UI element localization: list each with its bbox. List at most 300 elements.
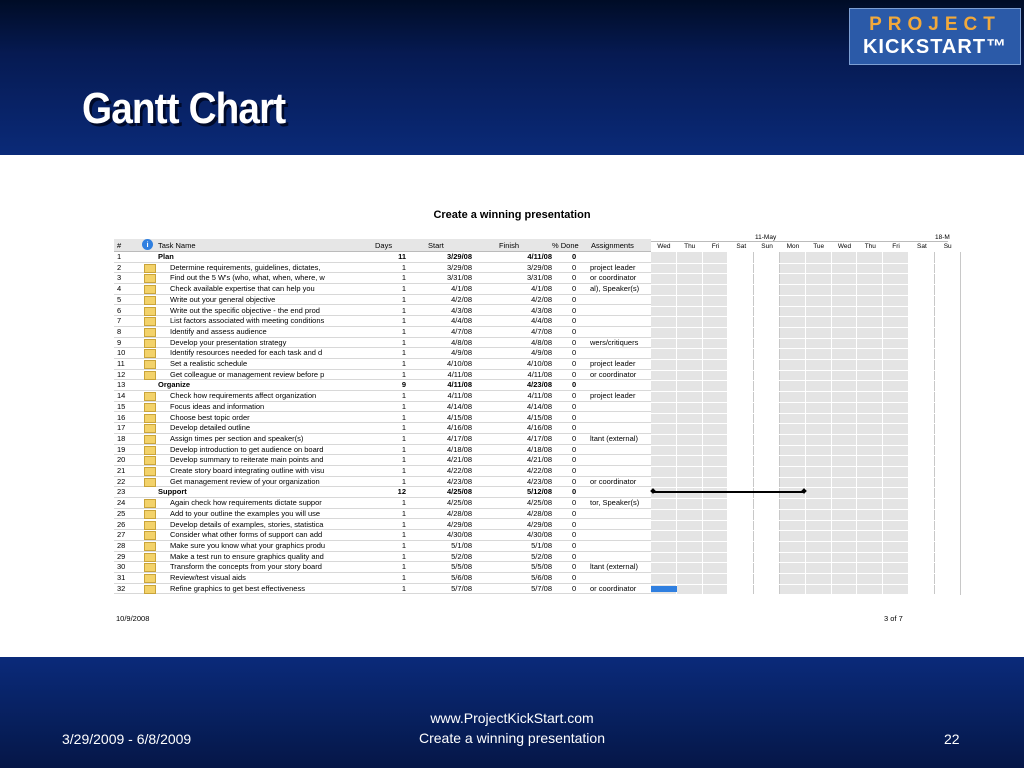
task-days: 1	[401, 498, 406, 508]
note-icon	[144, 285, 156, 294]
task-start: 4/1/08	[451, 284, 472, 294]
header-task-name[interactable]: Task Name	[158, 241, 196, 250]
header-finish[interactable]: Finish	[499, 241, 520, 250]
gantt-row-divider	[651, 263, 948, 264]
task-percent-done: 0	[572, 444, 577, 454]
task-percent-done: 0	[572, 412, 577, 422]
task-days: 1	[401, 562, 406, 572]
gantt-task-bar[interactable]	[651, 586, 677, 592]
task-finish: 4/21/08	[526, 455, 552, 465]
task-finish: 5/5/08	[531, 562, 552, 572]
date-range: 3/29/2009 - 6/8/2009	[62, 731, 192, 747]
task-finish: 4/14/08	[526, 401, 552, 411]
task-assignments: ltant (external)	[590, 433, 638, 443]
task-name: Identify resources needed for each task and d	[170, 348, 323, 358]
task-number: 24	[117, 498, 126, 508]
note-icon	[144, 542, 156, 551]
task-start: 4/14/08	[446, 401, 472, 411]
gantt-row-divider	[651, 562, 948, 563]
task-name: Identify and assess audience	[170, 326, 267, 336]
task-percent-done: 0	[572, 337, 577, 347]
task-start: 4/10/08	[446, 359, 472, 368]
task-number: 20	[117, 455, 126, 465]
gantt-row-divider	[651, 487, 948, 488]
gantt-day-label: Fri	[892, 243, 900, 250]
task-name: Consider what other forms of support can add	[170, 530, 323, 540]
gantt-row-divider	[651, 520, 948, 521]
task-name: Make sure you know what your graphics produ	[170, 540, 326, 550]
gantt-row-divider	[651, 338, 948, 339]
task-start: 4/18/08	[446, 444, 472, 454]
header-days[interactable]: Days	[375, 241, 393, 250]
gantt-row-divider	[651, 359, 948, 360]
task-days: 1	[401, 369, 406, 379]
task-finish: 4/10/08	[526, 359, 552, 368]
task-finish: 4/15/08	[526, 412, 552, 422]
task-name: Add to your outline the examples you will use	[170, 508, 321, 518]
note-icon	[144, 424, 156, 433]
task-days: 1	[401, 466, 406, 475]
task-finish: 4/22/08	[526, 466, 552, 475]
task-percent-done: 0	[572, 294, 577, 304]
task-days: 1	[401, 551, 406, 561]
gantt-row-divider	[651, 584, 948, 585]
task-days: 1	[401, 583, 406, 593]
gantt-row-divider	[651, 434, 948, 435]
note-icon	[144, 553, 156, 562]
task-percent-done: 0	[572, 391, 577, 401]
document-footer-page: 3 of 7	[884, 614, 903, 623]
task-percent-done: 0	[572, 252, 577, 261]
task-days: 1	[401, 444, 406, 454]
task-percent-done: 0	[572, 433, 577, 443]
note-icon	[144, 349, 156, 358]
task-finish: 4/4/08	[531, 316, 552, 326]
task-name: Develop introduction to get audience on board	[170, 444, 324, 454]
task-percent-done: 0	[572, 401, 577, 411]
task-assignments: al), Speaker(s)	[590, 284, 640, 294]
task-days: 1	[401, 455, 406, 465]
task-percent-done: 0	[572, 316, 577, 326]
task-number: 8	[117, 326, 122, 336]
task-days: 1	[401, 316, 406, 326]
task-days: 1	[401, 294, 406, 304]
task-number: 18	[117, 433, 126, 443]
gantt-row-divider	[651, 423, 948, 424]
task-finish: 4/23/08	[526, 476, 552, 486]
note-icon	[144, 499, 156, 508]
task-assignments: project leader	[590, 359, 636, 368]
content-area	[0, 155, 1024, 657]
task-start: 4/21/08	[446, 455, 472, 465]
task-name: Focus ideas and information	[170, 401, 265, 411]
gantt-summary-bar[interactable]	[653, 491, 804, 493]
task-finish: 4/25/08	[526, 498, 552, 508]
task-number: 7	[117, 316, 122, 326]
task-start: 4/25/08	[446, 487, 472, 497]
gantt-chart	[651, 233, 952, 595]
task-name: Develop your presentation strategy	[170, 337, 287, 347]
task-number: 32	[117, 583, 126, 593]
task-name: Choose best topic order	[170, 412, 250, 422]
task-number: 17	[117, 423, 126, 433]
task-number: 23	[117, 487, 126, 497]
note-icon	[144, 264, 156, 273]
task-start: 4/17/08	[446, 433, 472, 443]
task-number: 3	[117, 273, 122, 283]
task-name: Get management review of your organization	[170, 476, 320, 486]
task-number: 26	[117, 519, 126, 529]
task-name: Get colleague or management review before p	[170, 369, 325, 379]
task-name: Support	[158, 487, 187, 497]
gantt-day-label: Su	[943, 243, 952, 250]
task-finish: 4/28/08	[526, 508, 552, 518]
task-finish: 4/9/08	[531, 348, 552, 358]
task-finish: 4/1/08	[531, 284, 552, 294]
gantt-day-label: Thu	[684, 243, 696, 250]
task-name: Check how requirements affect organization	[170, 391, 317, 401]
task-number: 5	[117, 294, 122, 304]
task-number: 16	[117, 412, 126, 422]
task-percent-done: 0	[572, 262, 577, 272]
task-finish: 4/18/08	[526, 444, 552, 454]
task-finish: 4/17/08	[526, 433, 552, 443]
task-start: 5/1/08	[451, 540, 472, 550]
task-assignments: or coordinator	[590, 583, 637, 593]
note-icon	[144, 478, 156, 487]
task-assignments: ltant (external)	[590, 562, 638, 572]
note-icon	[144, 371, 156, 380]
task-assignments: wers/critiquers	[590, 337, 639, 347]
task-percent-done: 0	[572, 583, 577, 593]
note-icon	[144, 339, 156, 348]
task-finish: 5/7/08	[531, 583, 552, 593]
task-finish: 5/6/08	[531, 573, 552, 582]
task-name: Write out your general objective	[170, 294, 276, 304]
task-start: 4/15/08	[446, 412, 472, 422]
task-days: 1	[401, 508, 406, 518]
task-number: 30	[117, 562, 126, 572]
task-percent-done: 0	[572, 466, 577, 475]
task-percent-done: 0	[572, 369, 577, 379]
task-days: 1	[401, 573, 406, 582]
task-percent-done: 0	[572, 423, 577, 433]
task-finish: 3/31/08	[526, 273, 552, 283]
task-name: Develop detailed outline	[170, 423, 251, 433]
task-name: Check available expertise that can help you	[170, 284, 315, 294]
task-days: 1	[401, 284, 406, 294]
task-assignments: project leader	[590, 262, 636, 272]
task-finish: 3/29/08	[526, 262, 552, 272]
task-finish: 4/11/08	[527, 391, 552, 401]
task-assignments: or coordinator	[590, 369, 637, 379]
task-start: 4/9/08	[451, 348, 472, 358]
task-finish: 5/12/08	[526, 487, 552, 497]
task-days: 9	[401, 380, 406, 390]
task-finish: 4/11/08	[527, 252, 552, 261]
gantt-row-divider	[651, 509, 948, 510]
slide-number: 22	[944, 731, 960, 747]
task-percent-done: 0	[572, 305, 577, 315]
task-start: 4/7/08	[451, 326, 472, 336]
task-finish: 4/11/08	[527, 369, 552, 379]
task-percent-done: 0	[572, 487, 577, 497]
gantt-day-label: Fri	[711, 243, 720, 250]
header-percent-done[interactable]: % Done	[552, 241, 579, 250]
task-assignments: project leader	[590, 391, 636, 401]
note-icon	[144, 296, 156, 305]
header-assignments[interactable]: Assignments	[591, 241, 634, 250]
gantt-row-divider	[651, 348, 948, 349]
info-icon: i	[142, 239, 153, 250]
task-number: 13	[117, 380, 126, 390]
gantt-row-divider	[651, 552, 948, 553]
task-percent-done: 0	[572, 455, 577, 465]
task-percent-done: 0	[572, 476, 577, 486]
task-percent-done: 0	[572, 348, 577, 358]
task-start: 3/29/08	[446, 252, 472, 261]
task-number: 28	[117, 540, 126, 550]
gantt-row-divider	[651, 295, 948, 296]
task-days: 1	[401, 476, 406, 486]
task-start: 5/2/08	[451, 551, 472, 561]
task-name: Refine graphics to get best effectiveness	[170, 583, 305, 593]
document-footer-date: 10/9/2008	[116, 614, 150, 623]
task-name: Plan	[158, 252, 174, 261]
task-days: 12	[397, 487, 406, 497]
task-days: 1	[401, 305, 406, 315]
task-name: Transform the concepts from your story board	[170, 562, 322, 572]
task-start: 4/2/08	[451, 294, 472, 304]
task-percent-done: 0	[572, 380, 577, 390]
task-start: 4/28/08	[446, 508, 472, 518]
note-icon	[144, 563, 156, 572]
task-number: 22	[117, 476, 126, 486]
gantt-day-label: Wed	[837, 243, 852, 250]
gantt-row-divider	[651, 477, 948, 478]
gantt-row-divider	[651, 530, 948, 531]
task-start: 4/23/08	[446, 476, 472, 486]
header-start[interactable]: Start	[428, 241, 444, 250]
task-number: 9	[117, 337, 122, 347]
note-icon	[144, 510, 156, 519]
task-number: 11	[117, 359, 125, 368]
gantt-row-divider	[651, 413, 948, 414]
gantt-row-divider	[651, 370, 948, 371]
task-days: 1	[401, 326, 406, 336]
task-name: Review/test visual aids	[170, 573, 246, 582]
gantt-row-divider	[651, 594, 948, 595]
task-finish: 4/7/08	[531, 326, 552, 336]
task-start: 4/29/08	[446, 519, 472, 529]
task-name: Set a realistic schedule	[170, 359, 248, 368]
gantt-row-divider	[651, 445, 948, 446]
task-percent-done: 0	[572, 498, 577, 508]
task-start: 3/31/08	[446, 273, 472, 283]
task-finish: 5/1/08	[531, 540, 552, 550]
gantt-row-divider	[651, 316, 948, 317]
gantt-row-divider	[651, 573, 948, 574]
gantt-day-label: Tue	[813, 243, 825, 250]
task-number: 4	[117, 284, 122, 294]
gantt-row-divider	[651, 455, 948, 456]
task-name: Develop summary to reiterate main points and	[170, 455, 324, 465]
task-percent-done: 0	[572, 359, 577, 368]
gantt-row-divider	[651, 306, 948, 307]
task-number: 31	[117, 573, 126, 582]
note-icon	[144, 531, 156, 540]
note-icon	[144, 446, 156, 455]
gantt-row-divider	[651, 284, 948, 285]
task-days: 1	[401, 337, 406, 347]
task-days: 1	[401, 401, 406, 411]
task-finish: 4/16/08	[526, 423, 552, 433]
task-name: Find out the 5 W's (who, what, when, where, w	[170, 273, 325, 283]
gantt-day-label: Thu	[864, 243, 876, 250]
task-name: Create story board integrating outline with visu	[170, 466, 325, 475]
gantt-day-label: Sat	[736, 243, 747, 250]
task-finish: 4/2/08	[531, 294, 552, 304]
task-percent-done: 0	[572, 284, 577, 294]
task-number: 1	[117, 252, 122, 261]
task-number: 10	[117, 348, 126, 358]
task-number: 21	[117, 466, 126, 475]
task-name: List factors associated with meeting conditions	[170, 316, 325, 326]
task-percent-done: 0	[572, 540, 577, 550]
gantt-day-label: Mon	[786, 243, 800, 250]
logo-kickstart-text: KICKSTART™	[862, 36, 1008, 58]
task-start: 4/3/08	[451, 305, 472, 315]
task-start: 4/25/08	[446, 498, 472, 508]
task-start: 4/8/08	[451, 337, 472, 347]
note-icon	[144, 585, 156, 594]
note-icon	[144, 360, 156, 369]
task-name: Assign times per section and speaker(s)	[170, 433, 304, 443]
task-start: 4/11/08	[447, 391, 472, 401]
note-icon	[144, 274, 156, 283]
task-days: 1	[401, 359, 406, 368]
gantt-day-label: Wed	[657, 243, 671, 250]
task-number: 6	[117, 305, 122, 315]
task-name: Again check how requirements dictate suppor	[170, 498, 322, 508]
task-percent-done: 0	[572, 508, 577, 518]
week-label: 11-May	[755, 234, 777, 241]
gantt-day-label: Sun	[761, 243, 773, 250]
task-percent-done: 0	[572, 519, 577, 529]
task-days: 1	[401, 412, 406, 422]
slide-title: Gantt Chart	[82, 84, 286, 133]
task-percent-done: 0	[572, 326, 577, 336]
note-icon	[144, 456, 156, 465]
note-icon	[144, 435, 156, 444]
task-start: 4/22/08	[446, 466, 472, 475]
task-name: Organize	[158, 380, 191, 390]
task-name: Write out the specific objective - the end prod	[170, 305, 320, 315]
task-name: Determine requirements, guidelines, dictates,	[170, 262, 321, 272]
task-start: 3/29/08	[446, 262, 472, 272]
header-num: #	[117, 241, 122, 250]
note-icon	[144, 317, 156, 326]
gantt-row-divider	[651, 541, 948, 542]
task-number: 15	[117, 401, 126, 411]
task-days: 1	[401, 530, 406, 540]
week-label: 18-M	[935, 234, 950, 241]
note-icon	[144, 574, 156, 583]
gantt-day-label: Sat	[917, 243, 927, 250]
note-icon	[144, 521, 156, 530]
note-icon	[144, 403, 156, 412]
note-icon	[144, 328, 156, 337]
task-days: 1	[401, 348, 406, 358]
task-number: 2	[117, 262, 122, 272]
document-title: Create a winning presentation	[433, 209, 591, 221]
task-start: 5/6/08	[451, 573, 472, 582]
task-name: Make a test run to ensure graphics quality and	[170, 551, 324, 561]
task-start: 4/4/08	[451, 316, 472, 326]
task-number: 14	[117, 391, 126, 401]
task-number: 12	[117, 369, 126, 379]
task-days: 1	[401, 519, 406, 529]
logo-project-text: PROJECT	[869, 14, 1001, 35]
task-percent-done: 0	[572, 562, 577, 572]
task-start: 4/16/08	[446, 423, 472, 433]
task-finish: 4/29/08	[526, 519, 552, 529]
task-finish: 4/23/08	[526, 380, 552, 390]
task-finish: 4/30/08	[526, 530, 552, 540]
task-assignments: tor, Speaker(s)	[590, 498, 640, 508]
project-kickstart-logo	[849, 8, 1021, 65]
task-name: Develop details of examples, stories, statistica	[170, 519, 324, 529]
task-start: 5/7/08	[451, 583, 472, 593]
task-number: 19	[117, 444, 126, 454]
task-start: 5/5/08	[451, 562, 472, 572]
task-days: 1	[401, 262, 406, 272]
gantt-row-divider	[651, 498, 948, 499]
task-percent-done: 0	[572, 551, 577, 561]
note-icon	[144, 467, 156, 476]
task-finish: 4/3/08	[531, 305, 552, 315]
task-start: 4/11/08	[447, 380, 472, 390]
note-icon	[144, 392, 156, 401]
gantt-row-divider	[651, 380, 948, 381]
task-percent-done: 0	[572, 273, 577, 283]
task-percent-done: 0	[572, 573, 577, 582]
task-days: 1	[401, 423, 406, 433]
task-percent-done: 0	[572, 530, 577, 540]
website-link[interactable]: www.ProjectKickStart.com	[430, 710, 594, 726]
slide-subtitle: Create a winning presentation	[418, 730, 605, 746]
task-days: 1	[401, 273, 406, 283]
task-days: 1	[401, 433, 406, 443]
gantt-row-divider	[651, 402, 948, 403]
task-days: 1	[401, 391, 406, 401]
task-number: 25	[117, 508, 126, 518]
task-assignments: or coordinator	[590, 273, 637, 283]
note-icon	[144, 307, 156, 316]
task-days: 1	[401, 540, 406, 550]
task-days: 11	[398, 252, 406, 261]
task-finish: 5/2/08	[531, 551, 552, 561]
table-row[interactable]	[114, 583, 651, 595]
note-icon	[144, 414, 156, 423]
gantt-row-divider	[651, 391, 948, 392]
gantt-row-divider	[651, 327, 948, 328]
task-assignments: or coordinator	[590, 476, 637, 486]
gantt-row-divider	[651, 466, 948, 467]
task-number: 27	[117, 530, 126, 540]
task-finish: 4/8/08	[531, 337, 552, 347]
task-number: 29	[117, 551, 126, 561]
